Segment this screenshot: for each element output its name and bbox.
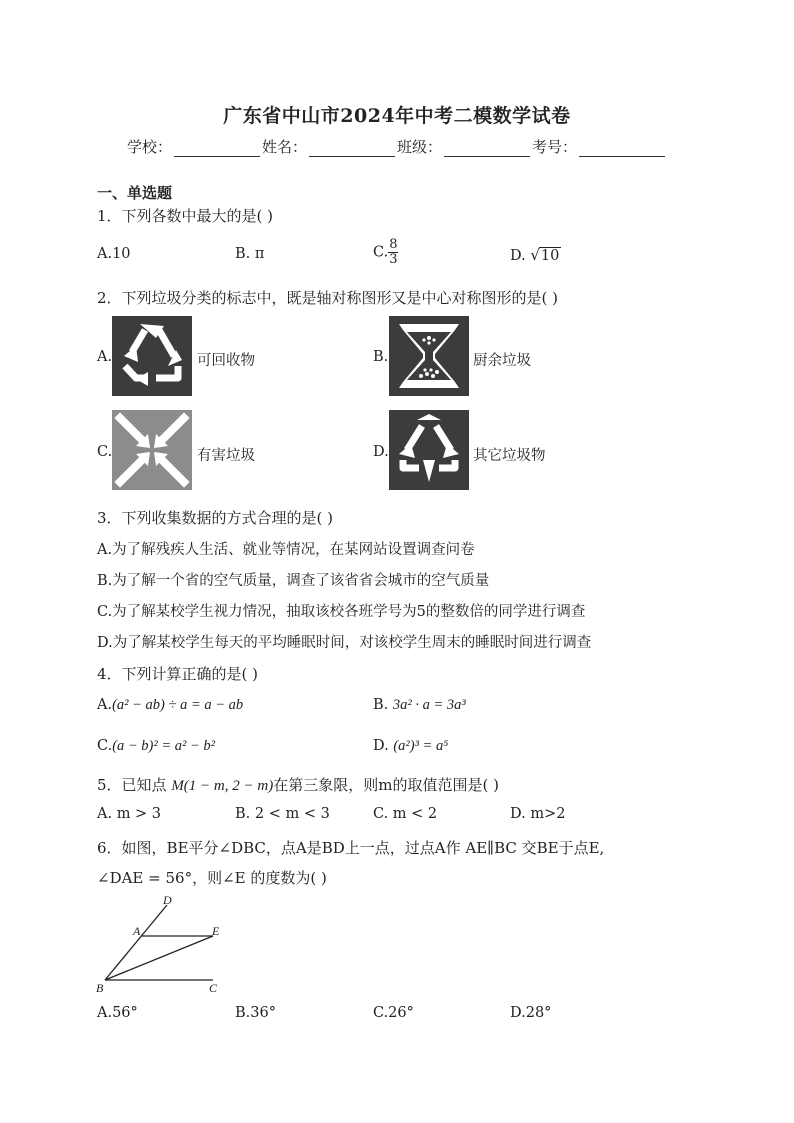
q4-option-d: [373, 738, 448, 755]
q5-stem-pre: 5．已知点: [97, 776, 172, 794]
fraction-numerator: 8: [389, 237, 398, 252]
label-d: D: [163, 893, 172, 907]
number-label: 考号：: [532, 138, 578, 156]
q2-stem: 2．下列垃圾分类的标志中，既是轴对称图形又是中心对称图形的是( ): [97, 289, 559, 307]
q2-option-d-prefix: D.: [373, 444, 389, 460]
q5-option-a: A. m > 3: [97, 806, 162, 822]
q2-option-c-prefix: C.: [97, 444, 113, 460]
q1-stem: 1．下列各数中最大的是( ): [97, 207, 274, 225]
q4-option-a-expr: (a² − ab) ÷ a = a − ab: [112, 697, 244, 713]
q3-stem: 3．下列收集数据的方式合理的是( ): [97, 509, 334, 527]
q6-option-b: B.36°: [235, 1005, 276, 1021]
q5-stem-post: 在第三象限，则m的取值范围是( ): [273, 776, 499, 794]
q1-option-c-fraction: [388, 238, 398, 267]
q5-point: M(1 − m, 2 − m): [171, 778, 274, 794]
q2-option-a-prefix: A.: [97, 349, 113, 365]
q1-option-d: [510, 246, 561, 264]
q1-option-b-value: π: [254, 246, 265, 262]
q4-option-b: [373, 697, 466, 714]
hazardous-waste-icon: [112, 410, 192, 490]
q4-option-b-expr: 3a² · a = 3a³: [392, 697, 466, 713]
q5-option-b: B. 2 < m < 3: [235, 806, 330, 822]
q2-option-d-label: 其它垃圾物: [473, 448, 546, 464]
q2-option-c-label: 有害垃圾: [197, 448, 255, 464]
line-bd: [105, 905, 167, 980]
q4-stem: 4．下列计算正确的是( ): [97, 665, 259, 683]
q6-option-c: C.26°: [373, 1005, 414, 1021]
fraction-denominator: 3: [389, 252, 398, 267]
q2-option-b-label: 厨余垃圾: [473, 353, 531, 369]
q1-option-c: [373, 238, 398, 267]
q1-option-b: [235, 246, 264, 262]
q6-stem-line2: ∠DAE = 56°，则∠E 的度数为( ): [97, 869, 327, 887]
q1-option-d-radicand: 10: [540, 248, 560, 264]
q4-option-d-expr: (a²)³ = a⁵: [393, 738, 449, 754]
q5-stem: [97, 774, 499, 795]
q3-option-a: A.为了解残疾人生活、就业等情况，在某网站设置调查问卷: [97, 542, 475, 558]
q4-option-b-prefix: B.: [373, 697, 389, 713]
label-c: C: [209, 981, 218, 995]
q4-option-c-prefix: C.: [97, 738, 113, 754]
q6-geometry-figure: [95, 893, 225, 995]
q2-option-b-prefix: B.: [373, 349, 389, 365]
q2-option-a-label: 可回收物: [197, 353, 255, 369]
student-info-line: [0, 136, 794, 157]
q3-option-c: C.为了解某校学生视力情况，抽取该校各班学号为5的整数倍的同学进行调查: [97, 604, 586, 620]
label-b: B: [96, 981, 104, 995]
q1-option-c-prefix: C.: [373, 244, 389, 261]
q5-option-c: C. m < 2: [373, 806, 438, 822]
q4-option-a: [97, 697, 243, 714]
line-be: [105, 936, 213, 980]
q3-option-b: B.为了解一个省的空气质量，调查了该省省会城市的空气质量: [97, 573, 490, 589]
q5-option-d: D. m>2: [510, 806, 566, 822]
q1-option-b-prefix: B.: [235, 246, 251, 262]
class-label: 班级：: [397, 138, 443, 156]
class-blank[interactable]: [444, 142, 530, 157]
sqrt-sign-icon: √: [530, 246, 540, 264]
page-title: 广东省中山市2024年中考二模数学试卷: [223, 105, 571, 127]
school-label: 学校：: [126, 138, 172, 156]
name-label: 姓名：: [261, 138, 307, 156]
name-blank[interactable]: [309, 142, 395, 157]
q4-option-c: [97, 738, 215, 755]
q6-option-a: A.56°: [97, 1005, 138, 1021]
q4-option-d-prefix: D.: [373, 738, 389, 754]
q4-option-c-expr: (a − b)² = a² − b²: [112, 738, 215, 754]
recyclable-icon: [112, 316, 192, 396]
q3-option-d: D.为了解某校学生每天的平均睡眠时间，对该校学生周末的睡眠时间进行调查: [97, 635, 592, 651]
label-e: E: [212, 924, 220, 938]
q6-stem-line1: 6．如图，BE平分∠DBC，点A是BD上一点，过点A作 AE∥BC 交BE于点E,: [97, 839, 605, 857]
school-blank[interactable]: [174, 142, 260, 157]
q1-option-d-prefix: D.: [510, 248, 526, 264]
q1-option-a: A.10: [97, 246, 131, 262]
number-blank[interactable]: [579, 142, 665, 157]
kitchen-waste-icon: [389, 316, 469, 396]
q6-option-d: D.28°: [510, 1005, 552, 1021]
other-waste-icon: [389, 410, 469, 490]
section-heading: 一、单选题: [97, 184, 173, 202]
label-a: A: [133, 924, 141, 938]
q4-option-a-prefix: A.: [97, 697, 113, 713]
